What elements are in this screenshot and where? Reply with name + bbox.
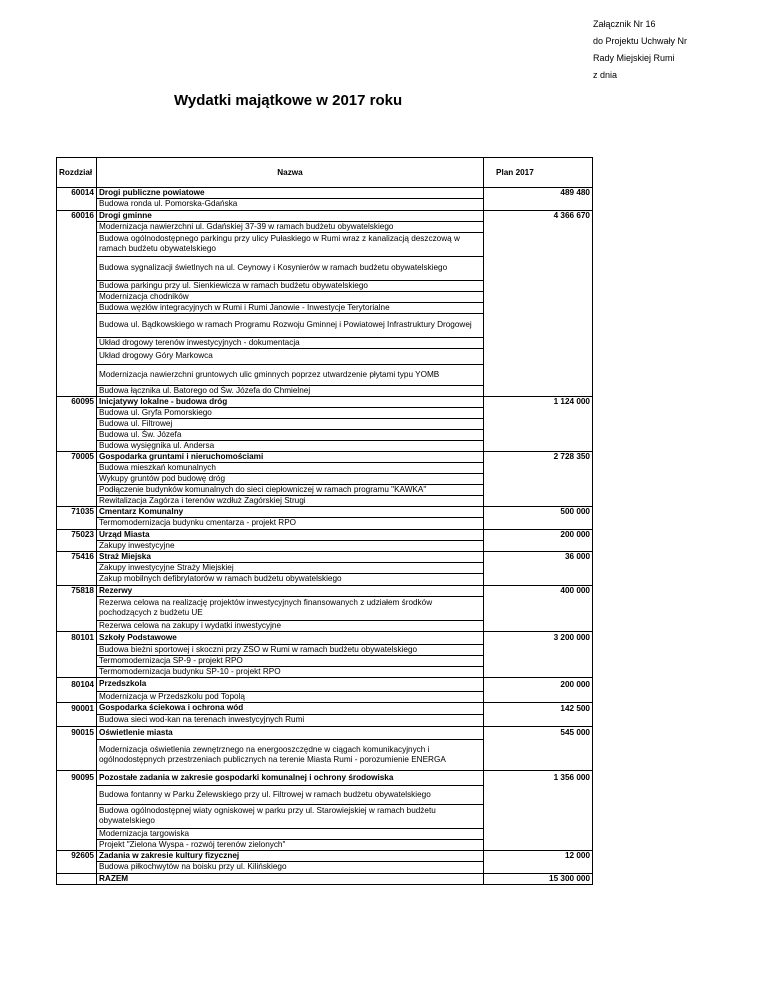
row-name: Budowa węzłów integracyjnych w Rumi i Rumi Janowie - Inwestycje Terytorialne xyxy=(97,302,484,313)
row-name: Budowa ogólnodostępnej wiaty ogniskowej w parku przy ul. Starowiejskiej w ramach budżetu obywatelskiego xyxy=(97,804,484,828)
row-code xyxy=(57,407,97,418)
row-plan xyxy=(484,667,593,678)
row-code xyxy=(57,574,97,586)
row-plan xyxy=(484,656,593,667)
row-plan: 2 728 350 xyxy=(484,451,593,462)
row-name: Budowa ul. Bądkowskiego w ramach Programu Rozwoju Gminnej i Powiatowej Infrastruktury Drogowej xyxy=(97,313,484,337)
row-name: Budowa mieszkań komunalnych xyxy=(97,462,484,473)
row-name: Zadania w zakresie kultury fizycznej xyxy=(97,851,484,862)
column-header-plan: Plan 2017 xyxy=(484,158,593,188)
row-plan: 489 480 xyxy=(484,188,593,199)
table-row-item xyxy=(57,691,593,703)
row-code xyxy=(57,620,97,631)
table-row-section xyxy=(57,631,593,645)
row-code xyxy=(57,804,97,828)
row-name: Termomodernizacja SP-9 - projekt RPO xyxy=(97,656,484,667)
row-plan xyxy=(484,348,593,364)
table-row-section xyxy=(57,507,593,518)
table-header-row xyxy=(57,158,593,188)
row-name: Budowa ronda ul. Pomorska-Gdańska xyxy=(97,199,484,211)
table-row-item xyxy=(57,620,593,631)
row-name: Budowa fontanny w Parku Żelewskiego przy ul. Filtrowej w ramach budżetu obywatelskiego xyxy=(97,785,484,804)
row-name: Drogi gminne xyxy=(97,210,484,221)
row-plan xyxy=(484,462,593,473)
row-name: Modernizacja w Przedszkolu pod Topolą xyxy=(97,691,484,703)
row-code xyxy=(57,785,97,804)
row-name: Budowa bieżni sportowej i skoczni przy ZSO w Rumi w ramach budżetu obywatelskiego xyxy=(97,645,484,656)
row-plan xyxy=(484,518,593,530)
row-plan xyxy=(484,337,593,348)
row-code xyxy=(57,540,97,552)
table-row-item xyxy=(57,291,593,302)
row-name: Budowa wysięgnika ul. Andersa xyxy=(97,440,484,451)
row-code xyxy=(57,337,97,348)
table-row-item xyxy=(57,563,593,574)
row-code xyxy=(57,862,97,874)
table-row-item xyxy=(57,804,593,828)
row-code: 60095 xyxy=(57,396,97,407)
row-code: 75416 xyxy=(57,552,97,563)
row-plan: 200 000 xyxy=(484,678,593,692)
row-plan: 500 000 xyxy=(484,507,593,518)
row-code xyxy=(57,563,97,574)
row-code xyxy=(57,313,97,337)
row-code xyxy=(57,256,97,280)
row-code xyxy=(57,739,97,771)
row-plan: 200 000 xyxy=(484,529,593,540)
table-row-item xyxy=(57,484,593,495)
row-plan xyxy=(484,596,593,620)
table-row-section xyxy=(57,703,593,715)
row-name: Budowa ul. Św. Józefa xyxy=(97,429,484,440)
row-plan xyxy=(484,256,593,280)
table-row-section xyxy=(57,451,593,462)
attachment-line-2: do Projektu Uchwały Nr xyxy=(593,36,688,46)
table-row-item xyxy=(57,348,593,364)
row-plan xyxy=(484,804,593,828)
row-name: Budowa sygnalizacji świetlnych na ul. Ceynowy i Kosynierów w ramach budżetu obywatelskiego xyxy=(97,256,484,280)
row-plan xyxy=(484,739,593,771)
row-plan xyxy=(484,313,593,337)
row-name: Zakup mobilnych defibrylatorów w ramach budżetu obywatelskiego xyxy=(97,574,484,586)
row-name: Budowa ul. Filtrowej xyxy=(97,418,484,429)
row-code xyxy=(57,495,97,507)
row-plan: 12 000 xyxy=(484,851,593,862)
row-plan xyxy=(484,429,593,440)
row-code xyxy=(57,473,97,484)
row-name: Inicjatywy lokalne - budowa dróg xyxy=(97,396,484,407)
row-plan xyxy=(484,828,593,839)
table-row-item xyxy=(57,302,593,313)
total-label: RAZEM xyxy=(97,873,484,884)
row-name: Termomodernizacja budynku cmentarza - projekt RPO xyxy=(97,518,484,530)
table-row-item xyxy=(57,518,593,530)
table-row-section xyxy=(57,585,593,596)
row-name: Rewitalizacja Zagórza i terenów wzdłuż Zagórskiej Strugi xyxy=(97,495,484,507)
row-plan xyxy=(484,645,593,656)
row-plan: 4 366 670 xyxy=(484,210,593,221)
row-name: Drogi publiczne powiatowe xyxy=(97,188,484,199)
row-name: Termomodernizacja budynku SP-10 - projekt RPO xyxy=(97,667,484,678)
row-name: Modernizacja nawierzchni ul. Gdańskiej 37-39 w ramach budżetu obywatelskiego xyxy=(97,221,484,232)
row-plan: 3 200 000 xyxy=(484,631,593,645)
column-header-code: Rozdział xyxy=(57,158,97,188)
row-code: 80104 xyxy=(57,678,97,692)
table-row-item xyxy=(57,256,593,280)
row-name: Pozostałe zadania w zakresie gospodarki komunalnej i ochrony środowiska xyxy=(97,771,484,786)
table-row-item xyxy=(57,221,593,232)
row-name: Przedszkola xyxy=(97,678,484,692)
row-plan xyxy=(484,620,593,631)
row-plan xyxy=(484,473,593,484)
row-name: Zakupy inwestycyjne xyxy=(97,540,484,552)
table-row-item xyxy=(57,862,593,874)
column-header-name: Nazwa xyxy=(97,158,484,188)
row-name: Oświetlenie miasta xyxy=(97,727,484,740)
table-row-item xyxy=(57,429,593,440)
attachment-line-3: Rady Miejskiej Rumi xyxy=(593,53,675,63)
row-plan xyxy=(484,540,593,552)
row-plan xyxy=(484,440,593,451)
row-code xyxy=(57,429,97,440)
row-plan xyxy=(484,302,593,313)
table-row-item xyxy=(57,574,593,586)
row-plan: 36 000 xyxy=(484,552,593,563)
table-row-item xyxy=(57,540,593,552)
table-row-section xyxy=(57,210,593,221)
row-plan: 400 000 xyxy=(484,585,593,596)
table-row-item xyxy=(57,199,593,211)
row-name: Budowa sieci wod-kan na terenach inwestycyjnych Rumi xyxy=(97,714,484,727)
table-row-item xyxy=(57,645,593,656)
row-name: Cmentarz Komunalny xyxy=(97,507,484,518)
row-code xyxy=(57,667,97,678)
total-code xyxy=(57,873,97,884)
row-code xyxy=(57,199,97,211)
table-row-total xyxy=(57,873,593,884)
row-plan xyxy=(484,418,593,429)
row-name: Podłączenie budynków komunalnych do sieci ciepłowniczej w ramach programu "KAWKA" xyxy=(97,484,484,495)
row-code xyxy=(57,232,97,256)
row-name: Układ drogowy Góry Markowca xyxy=(97,348,484,364)
row-plan: 1 356 000 xyxy=(484,771,593,786)
row-name: Urząd Miasta xyxy=(97,529,484,540)
row-name: Budowa łącznika ul. Batorego od Św. Józefa do Chmielnej xyxy=(97,385,484,396)
row-code: 75818 xyxy=(57,585,97,596)
row-plan xyxy=(484,714,593,727)
table-row-item xyxy=(57,232,593,256)
table-row-section xyxy=(57,188,593,199)
table-row-item xyxy=(57,596,593,620)
row-name: Rezerwy xyxy=(97,585,484,596)
row-code: 60016 xyxy=(57,210,97,221)
row-code xyxy=(57,518,97,530)
row-name: Gospodarka ściekowa i ochrona wód xyxy=(97,703,484,715)
table-row-section xyxy=(57,396,593,407)
row-name: Modernizacja chodników xyxy=(97,291,484,302)
row-plan: 1 124 000 xyxy=(484,396,593,407)
row-name: Modernizacja nawierzchni gruntowych ulic gminnych poprzez utwardzenie płytami typu YOMB xyxy=(97,364,484,385)
row-name: Straż Miejska xyxy=(97,552,484,563)
table-body xyxy=(57,188,593,885)
row-plan xyxy=(484,364,593,385)
expenses-table xyxy=(56,157,593,885)
page-title: Wydatki majątkowe w 2017 roku xyxy=(174,92,403,109)
row-code: 92605 xyxy=(57,851,97,862)
row-name: Budowa parkingu przy ul. Sienkiewicza w ramach budżetu obywatelskiego xyxy=(97,280,484,291)
row-name: Modernizacja targowiska xyxy=(97,828,484,839)
row-plan xyxy=(484,691,593,703)
table-row-section xyxy=(57,851,593,862)
table-row-item xyxy=(57,407,593,418)
row-plan xyxy=(484,785,593,804)
row-plan xyxy=(484,385,593,396)
row-code: 71035 xyxy=(57,507,97,518)
row-code xyxy=(57,656,97,667)
row-code: 60014 xyxy=(57,188,97,199)
row-plan xyxy=(484,199,593,211)
row-code xyxy=(57,691,97,703)
row-code xyxy=(57,645,97,656)
row-code xyxy=(57,302,97,313)
table-row-section xyxy=(57,678,593,692)
row-code xyxy=(57,385,97,396)
row-name: Budowa ogólnodostępnego parkingu przy ulicy Pułaskiego w Rumi wraz z kanalizacją deszczową w ramach budżetu obywatelskiego xyxy=(97,232,484,256)
row-name: Szkoły Podstawowe xyxy=(97,631,484,645)
row-plan xyxy=(484,280,593,291)
row-plan xyxy=(484,221,593,232)
total-plan: 15 300 000 xyxy=(484,873,593,884)
table-row-item xyxy=(57,462,593,473)
row-code xyxy=(57,714,97,727)
table-row-item xyxy=(57,364,593,385)
row-code xyxy=(57,364,97,385)
row-plan xyxy=(484,291,593,302)
row-name: Zakupy inwestycyjne Straży Miejskiej xyxy=(97,563,484,574)
table-row-item xyxy=(57,418,593,429)
row-code xyxy=(57,221,97,232)
row-plan xyxy=(484,232,593,256)
row-name: Budowa piłkochwytów na boisku przy ul. Kilińskiego xyxy=(97,862,484,874)
table-row-item xyxy=(57,785,593,804)
table-row-item xyxy=(57,714,593,727)
row-plan xyxy=(484,407,593,418)
row-code: 75023 xyxy=(57,529,97,540)
table-row-item xyxy=(57,839,593,851)
row-plan xyxy=(484,574,593,586)
attachment-line-1: Załącznik Nr 16 xyxy=(593,19,656,29)
row-plan xyxy=(484,495,593,507)
row-code xyxy=(57,280,97,291)
row-name: Modernizacja oświetlenia zewnętrznego na energooszczędne w ciągach komunikacyjnych i ogólnodostępnych przestrzeniach publicznych na terenie Miasta Rumi - porozumienie ENERGA xyxy=(97,739,484,771)
row-plan xyxy=(484,839,593,851)
table-row-item xyxy=(57,667,593,678)
row-plan xyxy=(484,862,593,874)
row-name: Wykupy gruntów pod budowę dróg xyxy=(97,473,484,484)
table-row-item xyxy=(57,739,593,771)
row-name: Gospodarka gruntami i nieruchomościami xyxy=(97,451,484,462)
table-row-item xyxy=(57,385,593,396)
row-code xyxy=(57,291,97,302)
table-row-item xyxy=(57,495,593,507)
row-plan: 142 500 xyxy=(484,703,593,715)
row-code xyxy=(57,839,97,851)
row-code: 70005 xyxy=(57,451,97,462)
table-row-section xyxy=(57,727,593,740)
row-code: 80101 xyxy=(57,631,97,645)
table-row-item xyxy=(57,828,593,839)
table-row-item xyxy=(57,473,593,484)
table-row-item xyxy=(57,440,593,451)
row-plan xyxy=(484,484,593,495)
attachment-line-4: z dnia xyxy=(593,70,618,80)
row-name: Budowa ul. Gryfa Pomorskiego xyxy=(97,407,484,418)
row-code xyxy=(57,462,97,473)
row-code: 90095 xyxy=(57,771,97,786)
row-plan: 545 000 xyxy=(484,727,593,740)
row-plan xyxy=(484,563,593,574)
row-name: Projekt "Zielona Wyspa - rozwój terenów zielonych" xyxy=(97,839,484,851)
table-row-section xyxy=(57,552,593,563)
row-name: Układ drogowy terenów inwestycyjnych - dokumentacja xyxy=(97,337,484,348)
table-row-item xyxy=(57,280,593,291)
row-code: 90001 xyxy=(57,703,97,715)
table-row-section xyxy=(57,771,593,786)
row-code xyxy=(57,828,97,839)
table-row-item xyxy=(57,313,593,337)
attachment-note xyxy=(593,16,687,84)
row-code xyxy=(57,418,97,429)
row-code xyxy=(57,484,97,495)
row-code: 90015 xyxy=(57,727,97,740)
table-row-item xyxy=(57,337,593,348)
row-code xyxy=(57,348,97,364)
table-row-section xyxy=(57,529,593,540)
table-row-item xyxy=(57,656,593,667)
row-code xyxy=(57,440,97,451)
row-name: Rezerwa celowa na realizację projektów inwestycyjnych finansowanych z udziałem środków pochodzących z budżetu UE xyxy=(97,596,484,620)
row-code xyxy=(57,596,97,620)
row-name: Rezerwa celowa na zakupy i wydatki inwestycyjne xyxy=(97,620,484,631)
